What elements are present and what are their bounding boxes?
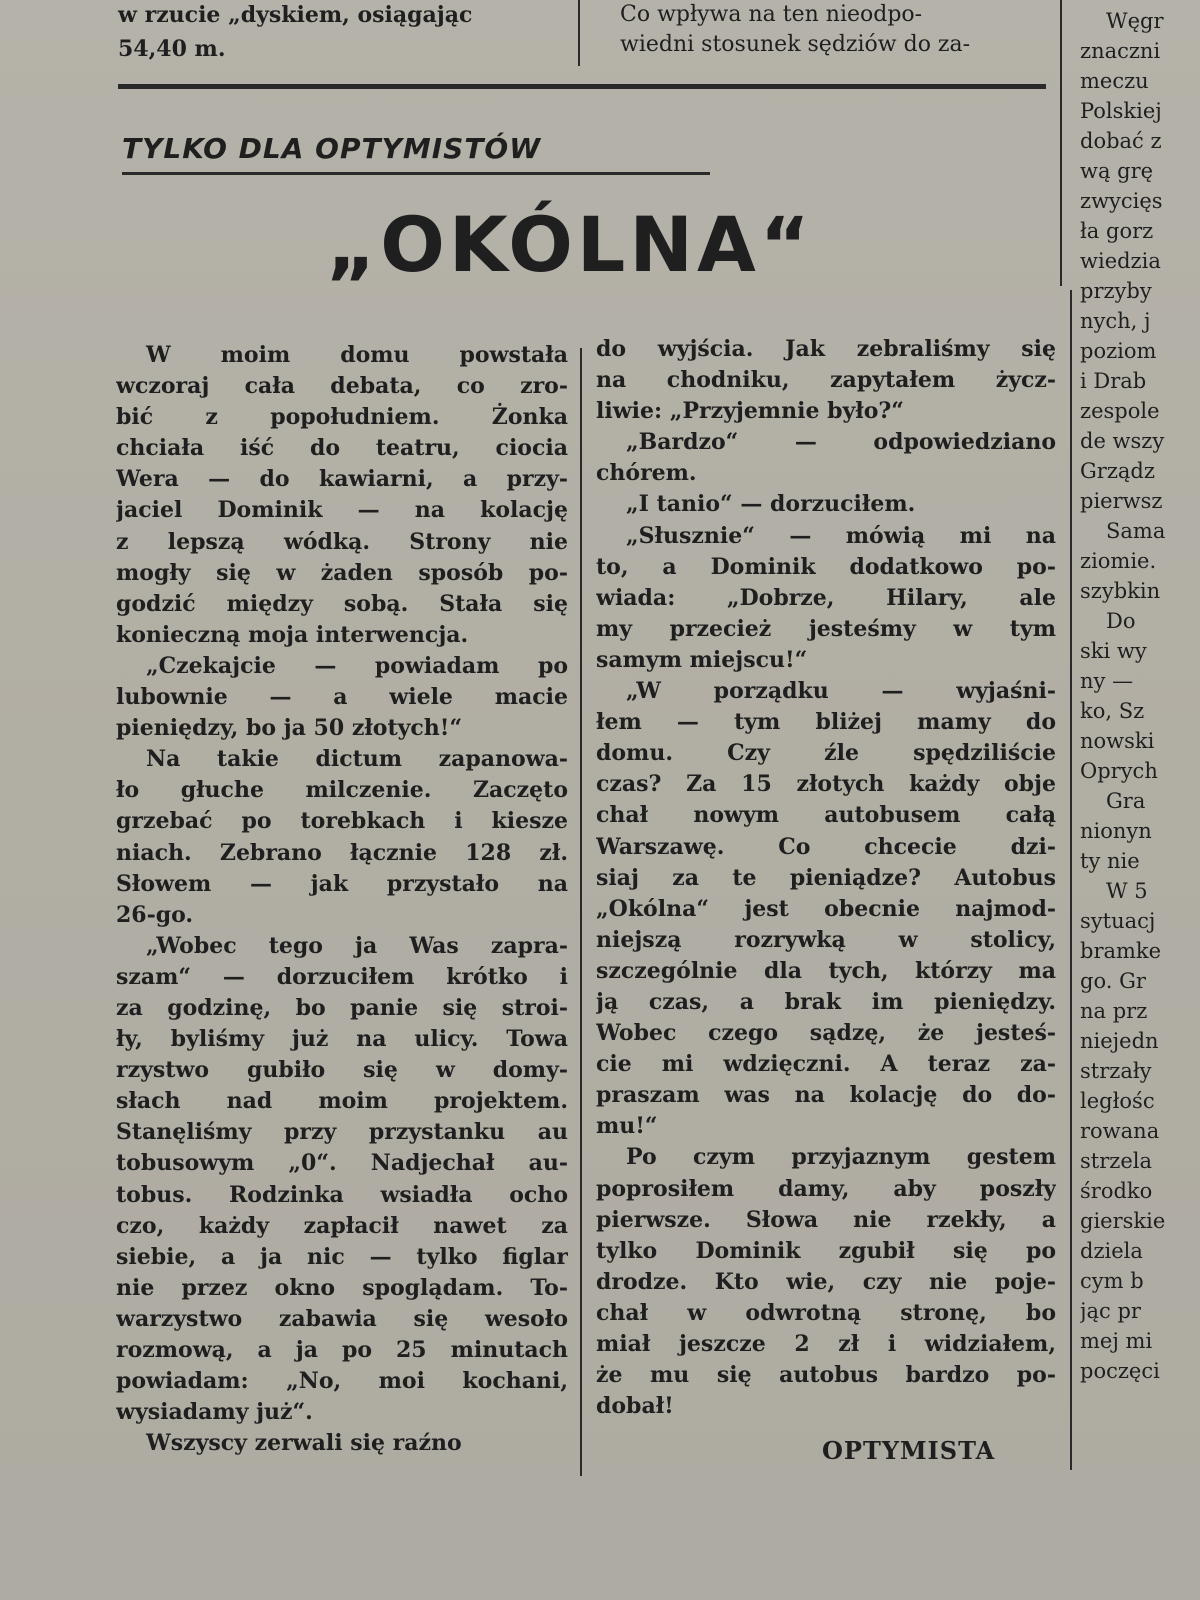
col2-line: do wyjścia. Jak zebraliśmy się <box>596 336 1056 362</box>
col2-line: cie mi wdzięczni. A teraz za- <box>596 1051 1056 1078</box>
col2-line: niejszą rozrywką w stolicy, <box>596 926 1056 953</box>
col3-line: ko, Sz <box>1080 699 1145 723</box>
col1-line: czo, każdy zapłacił nawet za <box>116 1212 568 1239</box>
col1-line: grzebać po torebkach i kiesze <box>116 808 568 835</box>
col2-line: domu. Czy źle spędziliście <box>596 740 1056 767</box>
col1-line: godzić między sobą. Stała się <box>116 590 568 617</box>
col1-line: 26-go. <box>116 901 194 928</box>
col2-line: samym miejscu!“ <box>596 646 808 673</box>
col1-line: Wszyscy zerwali się raźno <box>146 1430 462 1457</box>
col2-line: czas? Za 15 złotych każdy obje <box>596 771 1056 798</box>
col2-line: chał nowym autobusem całą <box>596 802 1056 829</box>
col1-line: warzystwo zabawia się wesoło <box>116 1305 568 1332</box>
col3-line: ski wy <box>1080 639 1147 663</box>
col1-line: Wera — do kawiarni, a przy- <box>116 466 568 493</box>
col3-line: ła gorz <box>1080 219 1154 243</box>
col3-line: zespole <box>1080 399 1160 423</box>
col3-line: gierskie <box>1080 1209 1166 1233</box>
col3-line: Sama <box>1106 519 1166 543</box>
col1-line: nie przez okno spoglądam. To- <box>116 1274 568 1301</box>
right-column-rule-upper <box>1060 0 1062 286</box>
col3-line: wą grę <box>1080 159 1154 183</box>
col1-line: Na takie dictum zapanowa- <box>146 746 568 773</box>
col3-line: szybkin <box>1080 579 1161 603</box>
col3-line: mej mi <box>1080 1329 1153 1353</box>
col2-line: „Okólna“ jest obecnie najmod- <box>596 895 1056 922</box>
section-divider-rule <box>118 84 1046 89</box>
col1-line: Stanęliśmy przy przystanku au <box>116 1119 568 1146</box>
col3-line: jąc pr <box>1080 1299 1141 1323</box>
col3-line: ległośc <box>1080 1089 1155 1113</box>
col2-line: Po czym przyjaznym gestem <box>626 1144 1056 1171</box>
col1-line: bić z popołudniem. Żonka <box>116 404 568 431</box>
col1-line: siebie, a ja nic — tylko figlar <box>116 1243 568 1270</box>
column-rule-middle <box>580 348 582 1476</box>
col3-line: Węgr <box>1106 9 1164 33</box>
top-left-line-1: w rzucie „dyskiem, osiągając <box>118 2 473 28</box>
article-byline: OPTYMISTA <box>822 1436 996 1465</box>
col1-line: ło głuche milczenie. Zaczęto <box>116 777 568 804</box>
right-column-rule-lower <box>1070 290 1072 1470</box>
col2-line: Wobec czego sądzę, że jesteś- <box>596 1020 1056 1047</box>
col3-line: wiedzia <box>1080 249 1161 273</box>
col3-line: zwycięs <box>1080 189 1163 213</box>
col2-line: miał jeszcze 2 zł i widziałem, <box>596 1331 1056 1357</box>
col3-line: strzela <box>1080 1149 1152 1173</box>
article-kicker: TYLKO DLA OPTYMISTÓW <box>122 132 542 165</box>
col3-line: ty nie <box>1080 849 1140 873</box>
col2-line: „I tanio“ — dorzuciłem. <box>626 491 916 518</box>
col3-line: Grządz <box>1080 459 1155 483</box>
col1-line: W moim domu powstała <box>146 342 568 368</box>
col1-line: słach nad moim projektem. <box>116 1088 568 1115</box>
col1-line: Słowem — jak przystało na <box>116 870 568 897</box>
col2-line: na chodniku, zapytałem życz- <box>596 367 1056 394</box>
col3-line: cym b <box>1080 1269 1144 1293</box>
col3-line: poczęci <box>1080 1359 1160 1383</box>
col3-line: i Drab <box>1080 369 1147 393</box>
col3-line: nych, j <box>1080 309 1151 333</box>
col2-line: poprosiłem damy, aby poszły <box>596 1175 1056 1202</box>
col1-line: tobus. Rodzinka wsiadła ocho <box>116 1181 568 1208</box>
col2-line: siaj za te pieniądze? Autobus <box>596 864 1056 891</box>
top-right-line-1: Co wpływa na ten nieodpo- <box>620 2 923 27</box>
col3-line: Oprych <box>1080 759 1158 783</box>
col2-line: dobał! <box>596 1393 674 1420</box>
col2-line: szczególnie dla tych, którzy ma <box>596 957 1056 984</box>
col3-line: Do <box>1106 609 1136 633</box>
col3-line: de wszy <box>1080 429 1165 453</box>
col2-line: tylko Dominik zgubił się po <box>596 1237 1056 1264</box>
col1-line: wysiadamy już“. <box>116 1399 313 1426</box>
top-right-line-2: wiedni stosunek sędziów do za- <box>620 32 971 57</box>
col3-line: znaczni <box>1080 39 1161 63</box>
col3-line: ny — <box>1080 669 1134 693</box>
col1-line: konieczną moja interwencja. <box>116 621 469 648</box>
col3-line: nowski <box>1080 729 1155 753</box>
top-column-rule <box>578 0 580 66</box>
col1-line: powiadam: „No, moi kochani, <box>116 1368 568 1395</box>
col3-line: go. Gr <box>1080 969 1146 993</box>
col2-line: chórem. <box>596 460 697 487</box>
col1-line: lubownie — a wiele macie <box>116 684 568 711</box>
col2-line: „W porządku — wyjaśni- <box>626 678 1056 705</box>
col3-line: Gra <box>1106 789 1146 813</box>
col2-line: my przecież jesteśmy w tym <box>596 615 1056 642</box>
col3-line: W 5 <box>1106 879 1148 903</box>
col1-line: szam“ — dorzuciłem krótko i <box>116 963 568 990</box>
col2-line: „Słusznie“ — mówią mi na <box>626 522 1056 549</box>
col3-line: Polskiej <box>1080 99 1162 123</box>
right-neighbor-column <box>1080 6 1200 1386</box>
col3-line: dziela <box>1080 1239 1143 1263</box>
top-left-line-2: 54,40 m. <box>118 36 226 62</box>
col1-line: wczoraj cała debata, co zro- <box>116 373 568 400</box>
kicker-underline <box>122 172 710 175</box>
col3-line: rowana <box>1080 1119 1160 1143</box>
article-title: „OKÓLNA“ <box>326 200 814 289</box>
col3-line: ziomie. <box>1080 549 1157 573</box>
article-column-2 <box>596 334 1056 1422</box>
col1-line: mogły się w żaden sposób po- <box>116 559 568 586</box>
col3-line: na prz <box>1080 999 1148 1023</box>
col3-line: przyby <box>1080 279 1152 303</box>
col2-line: mu!“ <box>596 1113 658 1140</box>
col1-line: niach. Zebrano łącznie 128 zł. <box>116 839 568 866</box>
col1-line: za godzinę, bo panie się stroi- <box>116 994 568 1021</box>
col3-line: dobać z <box>1080 129 1162 153</box>
col2-line: chał w odwrotną stronę, bo <box>596 1299 1056 1326</box>
col3-line: środko <box>1080 1179 1153 1203</box>
col2-line: praszam was na kolację do do- <box>596 1082 1056 1109</box>
col1-line: „Wobec tego ja Was zapra- <box>146 932 568 959</box>
col2-line: że mu się autobus bardzo po- <box>596 1362 1056 1389</box>
col2-line: liwie: „Przyjemnie było?“ <box>596 398 904 425</box>
col3-line: pierwsz <box>1080 489 1163 513</box>
col2-line: łem — tym bliżej mamy do <box>596 709 1056 736</box>
col1-line: „Czekajcie — powiadam po <box>146 652 568 679</box>
article-column-1 <box>116 340 568 1459</box>
col2-line: to, a Dominik dodatkowo po- <box>596 553 1056 580</box>
col1-line: z lepszą wódką. Strony nie <box>116 528 568 555</box>
col1-line: tobusowym „0“. Nadjechał au- <box>116 1150 568 1177</box>
col1-line: chciała iść do teatru, ciocia <box>116 435 568 462</box>
col1-line: ły, byliśmy już na ulicy. Towa <box>116 1026 568 1053</box>
col3-line: bramke <box>1080 939 1162 963</box>
col1-line: rzystwo gubiło się w domy- <box>116 1057 568 1084</box>
col2-line: pierwsze. Słowa nie rzekły, a <box>596 1206 1056 1233</box>
col3-line: sytuacj <box>1080 909 1156 933</box>
col2-line: „Bardzo“ — odpowiedziano <box>626 429 1056 456</box>
col1-line: pieniędzy, bo ja 50 złotych!“ <box>116 715 463 742</box>
col2-line: drodze. Kto wie, czy nie poje- <box>596 1268 1056 1295</box>
col3-line: poziom <box>1080 339 1157 363</box>
col2-line: Warszawę. Co chcecie dzi- <box>596 833 1056 860</box>
col3-line: meczu <box>1080 69 1149 93</box>
col3-line: nionyn <box>1080 819 1152 843</box>
col2-line: wiada: „Dobrze, Hilary, ale <box>596 584 1056 611</box>
col1-line: rozmową, a ja po 25 minutach <box>116 1337 568 1363</box>
col2-line: ją czas, a brak im pieniędzy. <box>596 988 1056 1015</box>
col3-line: strzały <box>1080 1059 1152 1083</box>
col3-line: niejedn <box>1080 1029 1159 1053</box>
col1-line: jaciel Dominik — na kolację <box>116 497 568 524</box>
